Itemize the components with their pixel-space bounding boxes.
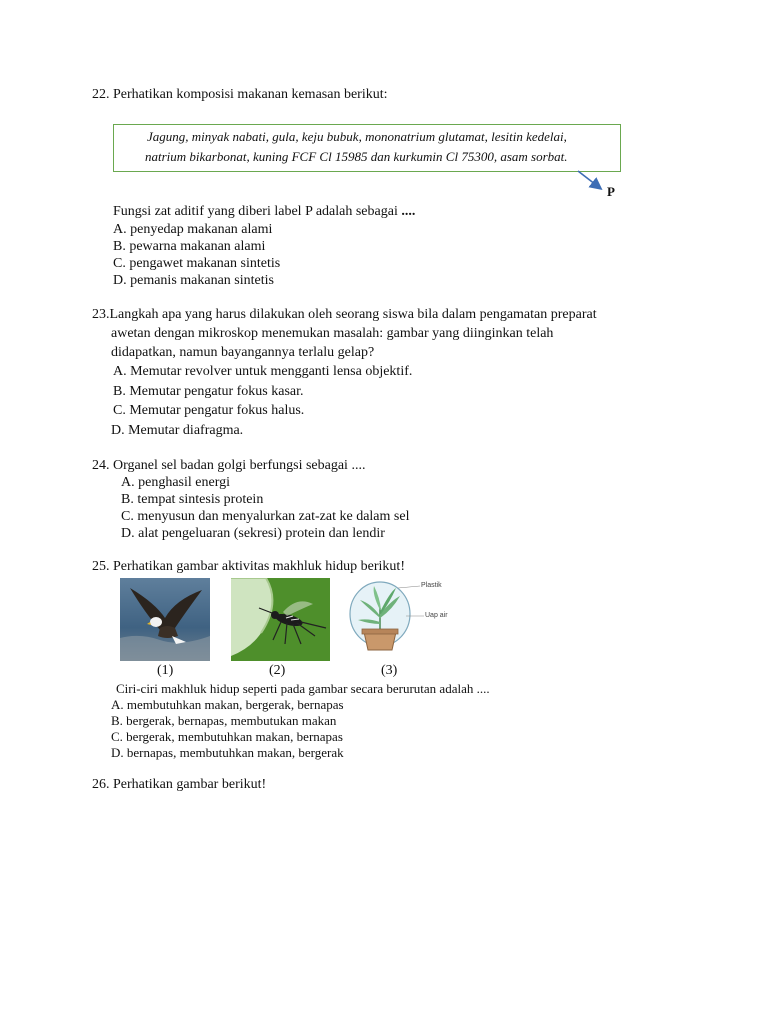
mosquito-image xyxy=(231,578,330,661)
q23-line-3: didapatkan, namun bayangannya terlalu gelap? xyxy=(111,345,375,360)
q24-option-a: A. penghasil energi xyxy=(121,475,230,490)
q22-option-b: B. pewarna makanan alami xyxy=(113,239,266,254)
label-p: P xyxy=(607,184,615,199)
q24-option-c: C. menyusun dan menyalurkan zat-zat ke dalam sel xyxy=(121,509,410,524)
q26-heading: 26. Perhatikan gambar berikut! xyxy=(92,777,267,792)
q23-line-1: 23.Langkah apa yang harus dilakukan oleh seorang siswa bila dalam pengamatan preparat xyxy=(92,307,597,322)
q22-prompt xyxy=(113,204,415,220)
q23-option-d: D. Memutar diafragma. xyxy=(111,423,244,438)
q22-heading: 22. Perhatikan komposisi makanan kemasan berikut: xyxy=(92,87,388,102)
q22-option-c: C. pengawet makanan sintetis xyxy=(113,256,281,271)
q22-option-d: D. pemanis makanan sintetis xyxy=(113,273,274,288)
eagle-image xyxy=(120,578,210,661)
caption-3: (3) xyxy=(381,663,398,678)
q22-option-a: A. penyedap makanan alami xyxy=(113,222,273,237)
label-plastik: Plastik xyxy=(421,582,442,589)
q25-option-b: B. bergerak, bernapas, membutukan makan xyxy=(111,713,337,728)
q25-heading: 25. Perhatikan gambar aktivitas makhluk hidup berikut! xyxy=(92,559,405,574)
q22-prompt-dots: .... xyxy=(401,204,416,219)
q23-line-2: awetan dengan mikroskop menemukan masalah: gambar yang diinginkan telah xyxy=(111,326,554,341)
q25-option-a: A. membutuhkan makan, bergerak, bernapas xyxy=(111,697,344,712)
arrow-icon xyxy=(570,168,610,194)
ingredients-box xyxy=(113,124,621,172)
ingredients-line-1: Jagung, minyak nabati, gula, keju bubuk, mononatrium glutamat, lesitin kedelai, xyxy=(147,129,567,144)
q23-option-c: C. Memutar pengatur fokus halus. xyxy=(113,403,305,418)
label-uap-air: Uap air xyxy=(425,612,448,619)
q25-prompt: Ciri-ciri makhluk hidup seperti pada gambar secara berurutan adalah .... xyxy=(116,681,490,696)
ingredients-line-2: natrium bikarbonat, kuning FCF Cl 15985 dan kurkumin Cl 75300, asam sorbat. xyxy=(145,149,568,164)
q24-option-b: B. tempat sintesis protein xyxy=(121,492,264,507)
q23-option-a: A. Memutar revolver untuk mengganti lensa objektif. xyxy=(113,364,413,379)
q24-option-d: D. alat pengeluaran (sekresi) protein dan lendir xyxy=(121,526,385,541)
q23-option-b: B. Memutar pengatur fokus kasar. xyxy=(113,384,304,399)
q25-option-d: D. bernapas, membutuhkan makan, bergerak xyxy=(111,745,344,760)
plant-plastic-diagram xyxy=(348,578,458,661)
q22-prompt-text: Fungsi zat aditif yang diberi label P adalah sebagai xyxy=(113,204,402,219)
caption-1: (1) xyxy=(157,663,174,678)
caption-2: (2) xyxy=(269,663,286,678)
q24-heading: 24. Organel sel badan golgi berfungsi sebagai .... xyxy=(92,458,366,473)
q25-option-c: C. bergerak, membutuhkan makan, bernapas xyxy=(111,729,343,744)
